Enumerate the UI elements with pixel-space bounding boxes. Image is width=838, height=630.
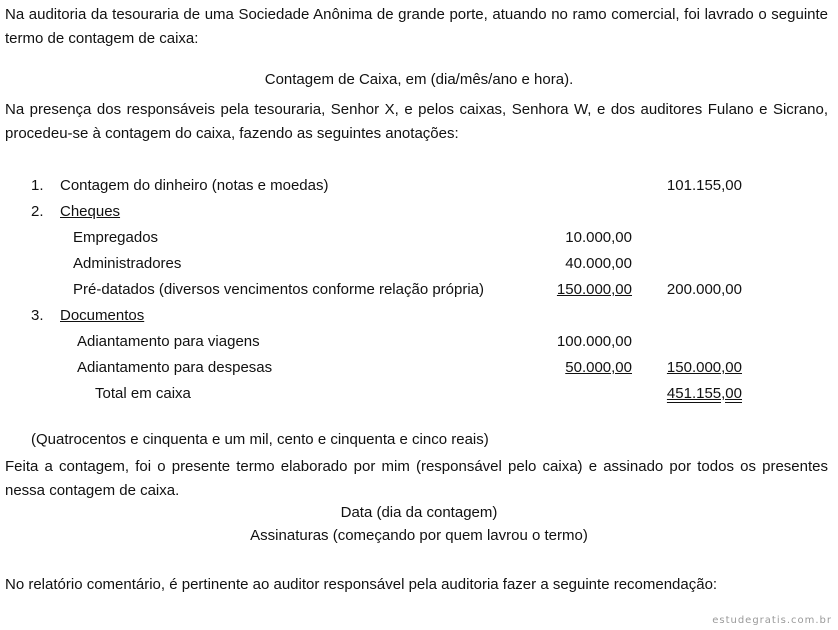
cheque-row-label: Empregados <box>73 229 159 246</box>
document-row-value: 100.000,00 <box>556 333 632 350</box>
item-1-number: 1. <box>31 177 44 194</box>
item-1-total: 101.155,00 <box>666 177 742 194</box>
presence-paragraph: Na presença dos responsáveis pela tesouraria, Senhor X, e pelos caixas, Senhora W, e dos auditores Fulano e Sicrano, procedeu-se à contagem do caixa, fazendo as seguintes anotações: <box>5 101 828 142</box>
intro-paragraph: Na auditoria da tesouraria de uma Sociedade Anônima de grande porte, atuando no ramo comercial, foi lavrado o seguinte termo de contagem de caixa: <box>5 6 828 47</box>
document-row-value: 50.000,00 <box>565 359 632 376</box>
document-row-label: Adiantamento para despesas <box>77 359 273 376</box>
item-2-label: Cheques <box>60 203 121 220</box>
cheque-row-value: 150.000,00 <box>556 281 632 298</box>
item-3-number: 3. <box>31 307 44 324</box>
item-3-total: 150.000,00 <box>666 359 742 376</box>
cheque-row-label: Administradores <box>73 255 182 272</box>
count-heading: Contagem de Caixa, em (dia/mês/ano e hora). <box>264 71 574 88</box>
date-line: Data (dia da contagem) <box>340 504 498 521</box>
cheque-row-value: 10.000,00 <box>565 229 632 246</box>
question-text: No relatório comentário, é pertinente ao auditor responsável pela auditoria fazer a seguinte recomendação: <box>5 576 718 593</box>
closing-paragraph: Feita a contagem, foi o presente termo elaborado por mim (responsável pelo caixa) e assinado por todos os presentes nessa contagem de caixa. <box>5 458 828 499</box>
watermark: estudegratis.com.br <box>712 615 832 626</box>
amount-in-words: (Quatrocentos e cinquenta e um mil, cento e cinquenta e cinco reais) <box>31 431 489 448</box>
grand-total-label: Total em caixa <box>95 385 191 402</box>
item-2-number: 2. <box>31 203 44 220</box>
item-2-total: 200.000,00 <box>666 281 742 298</box>
document-row-label: Adiantamento para viagens <box>77 333 260 350</box>
grand-total-value: 451.155,00 <box>666 385 742 402</box>
cheque-row-value: 40.000,00 <box>565 255 632 272</box>
item-1-label: Contagem do dinheiro (notas e moedas) <box>60 177 329 194</box>
cheque-row-label: Pré-datados (diversos vencimentos conforme relação própria) <box>73 281 485 298</box>
signatures-line: Assinaturas (começando por quem lavrou o termo) <box>250 527 588 544</box>
item-3-label: Documentos <box>60 307 145 324</box>
